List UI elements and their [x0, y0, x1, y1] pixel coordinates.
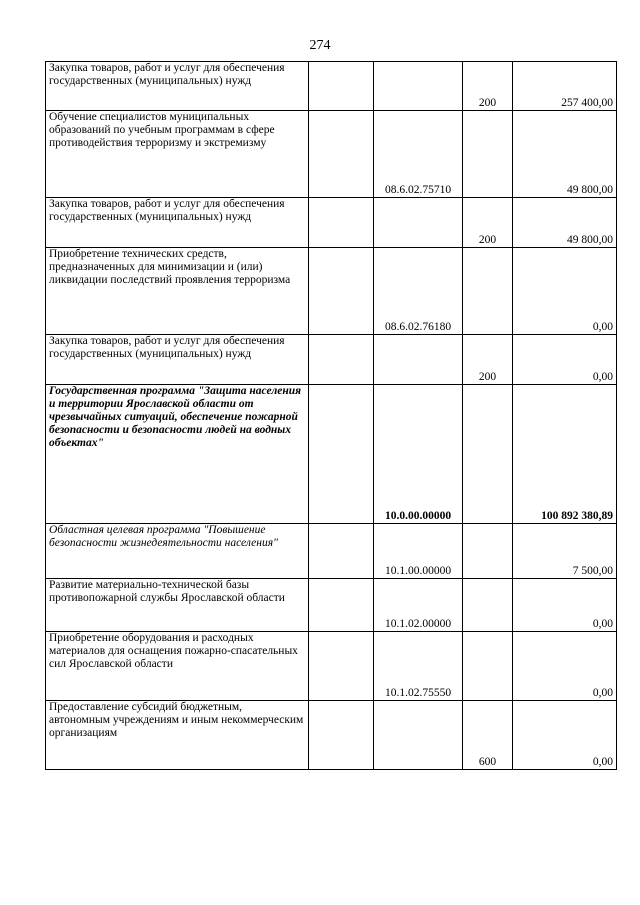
row-code: 10.0.00.00000 — [374, 385, 463, 524]
row-amount: 7 500,00 — [513, 524, 617, 579]
row-amount: 0,00 — [513, 632, 617, 701]
row-name: Закупка товаров, работ и услуг для обеспечения государственных (муниципальных) нужд — [46, 335, 309, 385]
table-row — [46, 62, 617, 111]
row-code: 08.6.02.75710 — [374, 111, 463, 198]
row-blank-cell — [309, 248, 374, 335]
table-row — [46, 701, 617, 770]
row-expense-type: 200 — [463, 198, 513, 248]
row-amount: 0,00 — [513, 579, 617, 632]
row-expense-type — [463, 632, 513, 701]
page-number: 274 — [309, 38, 331, 53]
table-row — [46, 385, 617, 524]
row-amount: 0,00 — [513, 248, 617, 335]
row-expense-type — [463, 524, 513, 579]
budget-table — [45, 61, 617, 770]
row-amount: 49 800,00 — [513, 198, 617, 248]
row-expense-type — [463, 248, 513, 335]
row-amount: 49 800,00 — [513, 111, 617, 198]
table-row — [46, 248, 617, 335]
row-expense-type — [463, 111, 513, 198]
row-blank-cell — [309, 579, 374, 632]
row-code: 10.1.02.00000 — [374, 579, 463, 632]
table-row — [46, 335, 617, 385]
table-row — [46, 524, 617, 579]
row-name: Закупка товаров, работ и услуг для обеспечения государственных (муниципальных) нужд — [46, 198, 309, 248]
row-name: Областная целевая программа "Повышение безопасности жизнедеятельности населения" — [46, 524, 309, 579]
row-amount: 0,00 — [513, 335, 617, 385]
row-expense-type: 200 — [463, 62, 513, 111]
table-row — [46, 579, 617, 632]
row-expense-type — [463, 579, 513, 632]
row-code — [374, 335, 463, 385]
row-name: Приобретение оборудования и расходных материалов для оснащения пожарно-спасательных сил Ярославской области — [46, 632, 309, 701]
row-blank-cell — [309, 632, 374, 701]
row-name: Обучение специалистов муниципальных образований по учебным программам в сфере противодействия терроризму и экстремизму — [46, 111, 309, 198]
row-blank-cell — [309, 524, 374, 579]
table-row — [46, 632, 617, 701]
row-code: 08.6.02.76180 — [374, 248, 463, 335]
row-blank-cell — [309, 198, 374, 248]
row-blank-cell — [309, 335, 374, 385]
row-name: Предоставление субсидий бюджетным, автономным учреждениям и иным некоммерческим организациям — [46, 701, 309, 770]
row-amount: 100 892 380,89 — [513, 385, 617, 524]
row-code — [374, 62, 463, 111]
row-amount: 257 400,00 — [513, 62, 617, 111]
row-blank-cell — [309, 62, 374, 111]
table-row — [46, 198, 617, 248]
row-expense-type: 600 — [463, 701, 513, 770]
row-name: Развитие материально-технической базы противопожарной службы Ярославской области — [46, 579, 309, 632]
row-code: 10.1.02.75550 — [374, 632, 463, 701]
row-blank-cell — [309, 111, 374, 198]
row-expense-type: 200 — [463, 335, 513, 385]
row-code — [374, 198, 463, 248]
row-blank-cell — [309, 385, 374, 524]
row-name: Приобретение технических средств, предназначенных для минимизации и (или) ликвидации последствий проявления терроризма — [46, 248, 309, 335]
row-amount: 0,00 — [513, 701, 617, 770]
row-name: Государственная программа "Защита населения и территории Ярославской области от чрезвычайных ситуаций, обеспечение пожарной безопасности и безопасности людей на водных объектах" — [46, 385, 309, 524]
row-code — [374, 701, 463, 770]
row-blank-cell — [309, 701, 374, 770]
table-row — [46, 111, 617, 198]
row-code: 10.1.00.00000 — [374, 524, 463, 579]
row-name: Закупка товаров, работ и услуг для обеспечения государственных (муниципальных) нужд — [46, 62, 309, 111]
row-expense-type — [463, 385, 513, 524]
